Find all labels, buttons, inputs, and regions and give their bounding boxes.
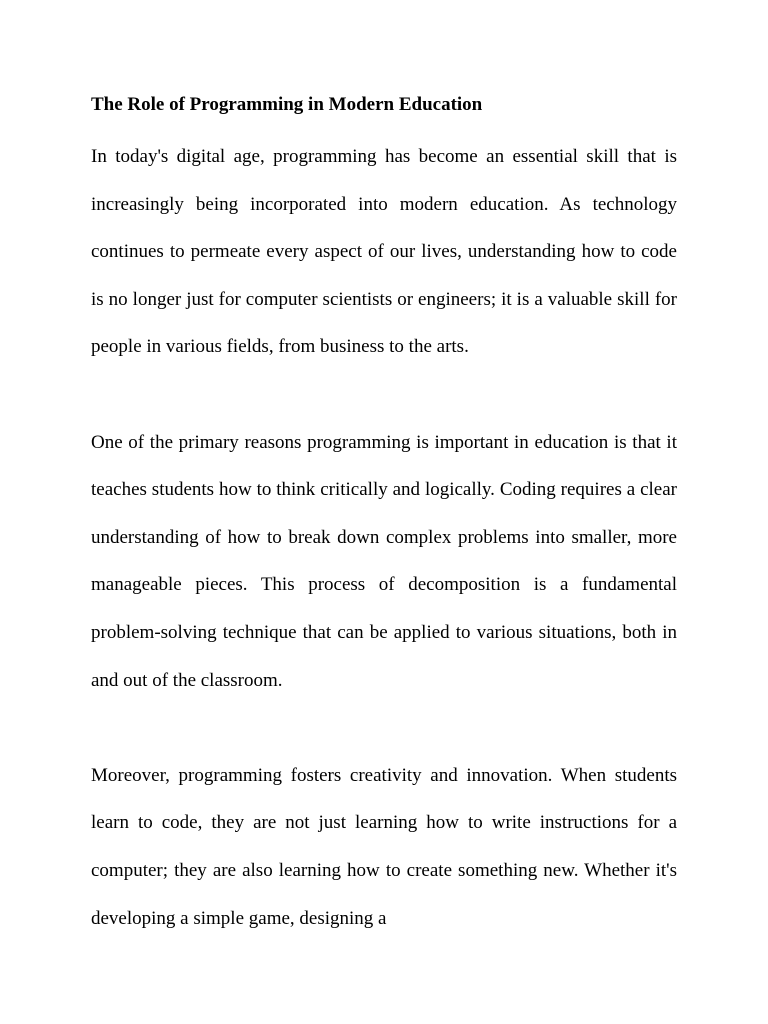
document-title: The Role of Programming in Modern Education (91, 94, 483, 115)
paragraph-creativity: Moreover, programming fosters creativity and innovation. When students learn to code, they are not just learning how to write instructions for a computer; they are also learning how to create something new. Whether it's developing a simple game, designing a (91, 764, 677, 929)
paragraph-intro: In today's digital age, programming has become an essential skill that is increasingly being incorporated into modern education. As technology continues to permeate every aspect of our lives, understanding how to code is no longer just for computer scientists or engineers; it is a valuable skill for people in various fields, from business to the arts. (91, 146, 677, 358)
document-page (91, 91, 677, 942)
paragraph-critical-thinking: One of the primary reasons programming is important in education is that it teaches students how to think critically and logically. Coding requires a clear understanding of how to break down complex problems into smaller, more manageable pieces. This process of decomposition is a fundamental problem-solving technique that can be applied to various situations, both in and out of the classroom. (91, 431, 677, 691)
